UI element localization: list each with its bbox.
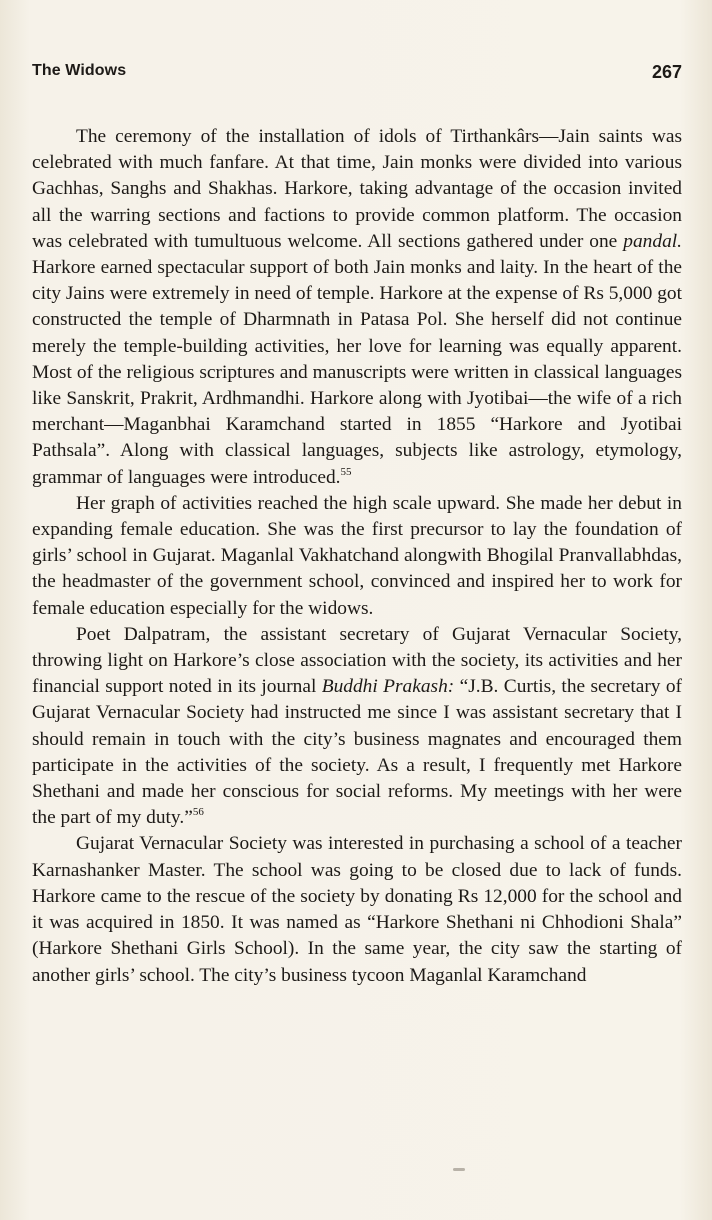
paragraph-2: Her graph of activities reached the high scale upward. She made her debut in expanding female education. She was the first precursor to lay the foundation of girls’ school in Gujarat. Maganlal Vakhatchand alongwith Bhogilal Pranvallabhdas, the headmaster of the government school, convinced and inspired her to work for female education especially for the widows.: [32, 492, 682, 619]
paragraph-1: [32, 124, 682, 491]
page-smudge-mark: [453, 1168, 465, 1171]
footnote-ref-56: 56: [192, 806, 204, 819]
page-header: [32, 62, 682, 86]
body-text: [32, 124, 682, 989]
paragraph-1-text-b: Harkore earned spectacular support of both Jain monks and laity. In the heart of the city Jains were extremely in need of temple. Harkore at the expense of Rs 5,000 got constructed the temple of Dharmnath in Patasa Pol. She herself did not continue merely the temple-building activities, her love for learning was equally apparent. Most of the religious scriptures and manuscripts were written in classical languages like Sanskrit, Prakrit, Ardhmandhi. Harkore along with Jyotibai—the wife of a rich merchant—Maganbhai Karamchand started in 1855 “Harkore and Jyotibai Pathsala”. Along with classical languages, subjects like astrology, etymology, grammar of languages were introduced.: [32, 257, 682, 488]
footnote-ref-55: 55: [340, 465, 352, 478]
paragraph-3: [32, 622, 682, 832]
journal-title: Buddhi Prakash:: [321, 676, 455, 698]
paragraph-3-text-b: “J.B. Curtis, the secretary of Gujarat Vernacular Society had instructed me since I was assistant secretary that I should remain in touch with the city’s business magnates and encouraged them participate in the activities of the society. As a result, I frequently met Harkore Shethani and made her conscious for social reforms. My meetings with her were the part of my duty.”: [32, 676, 683, 829]
paragraph-1-text-a: The ceremony of the installation of idols of Tirthankârs—Jain saints was celebrated with much fanfare. At that time, Jain monks were divided into various Gachhas, Sanghs and Shakhas. Harkore, taking advantage of the occasion invited all the warring sections and factions to provide common platform. The occasion was celebrated with tumultuous welcome. All sections gathered under one: [32, 126, 682, 252]
page-number: 267: [651, 62, 682, 82]
paragraph-3-text-a: Poet Dalpatram, the assistant secretary of Gujarat Vernacular Society, throwing light on Harkore’s close association with the society, its activities and her financial support noted in its journal: [32, 623, 682, 698]
paragraph-1-italic: pandal.: [623, 230, 682, 252]
running-head: The Widows: [32, 62, 127, 79]
paragraph-4: Gujarat Vernacular Society was interested in purchasing a school of a teacher Karnashanker Master. The school was going to be closed due to lack of funds. Harkore came to the rescue of the society by donating Rs 12,000 for the school and it was acquired in 1850. It was named as “Harkore Shethani ni Chhodioni Shala” (Harkore Shethani Girls School). In the same year, the city saw the starting of another girls’ school. The city’s business tycoon Maganlal Karamchand: [32, 833, 682, 986]
